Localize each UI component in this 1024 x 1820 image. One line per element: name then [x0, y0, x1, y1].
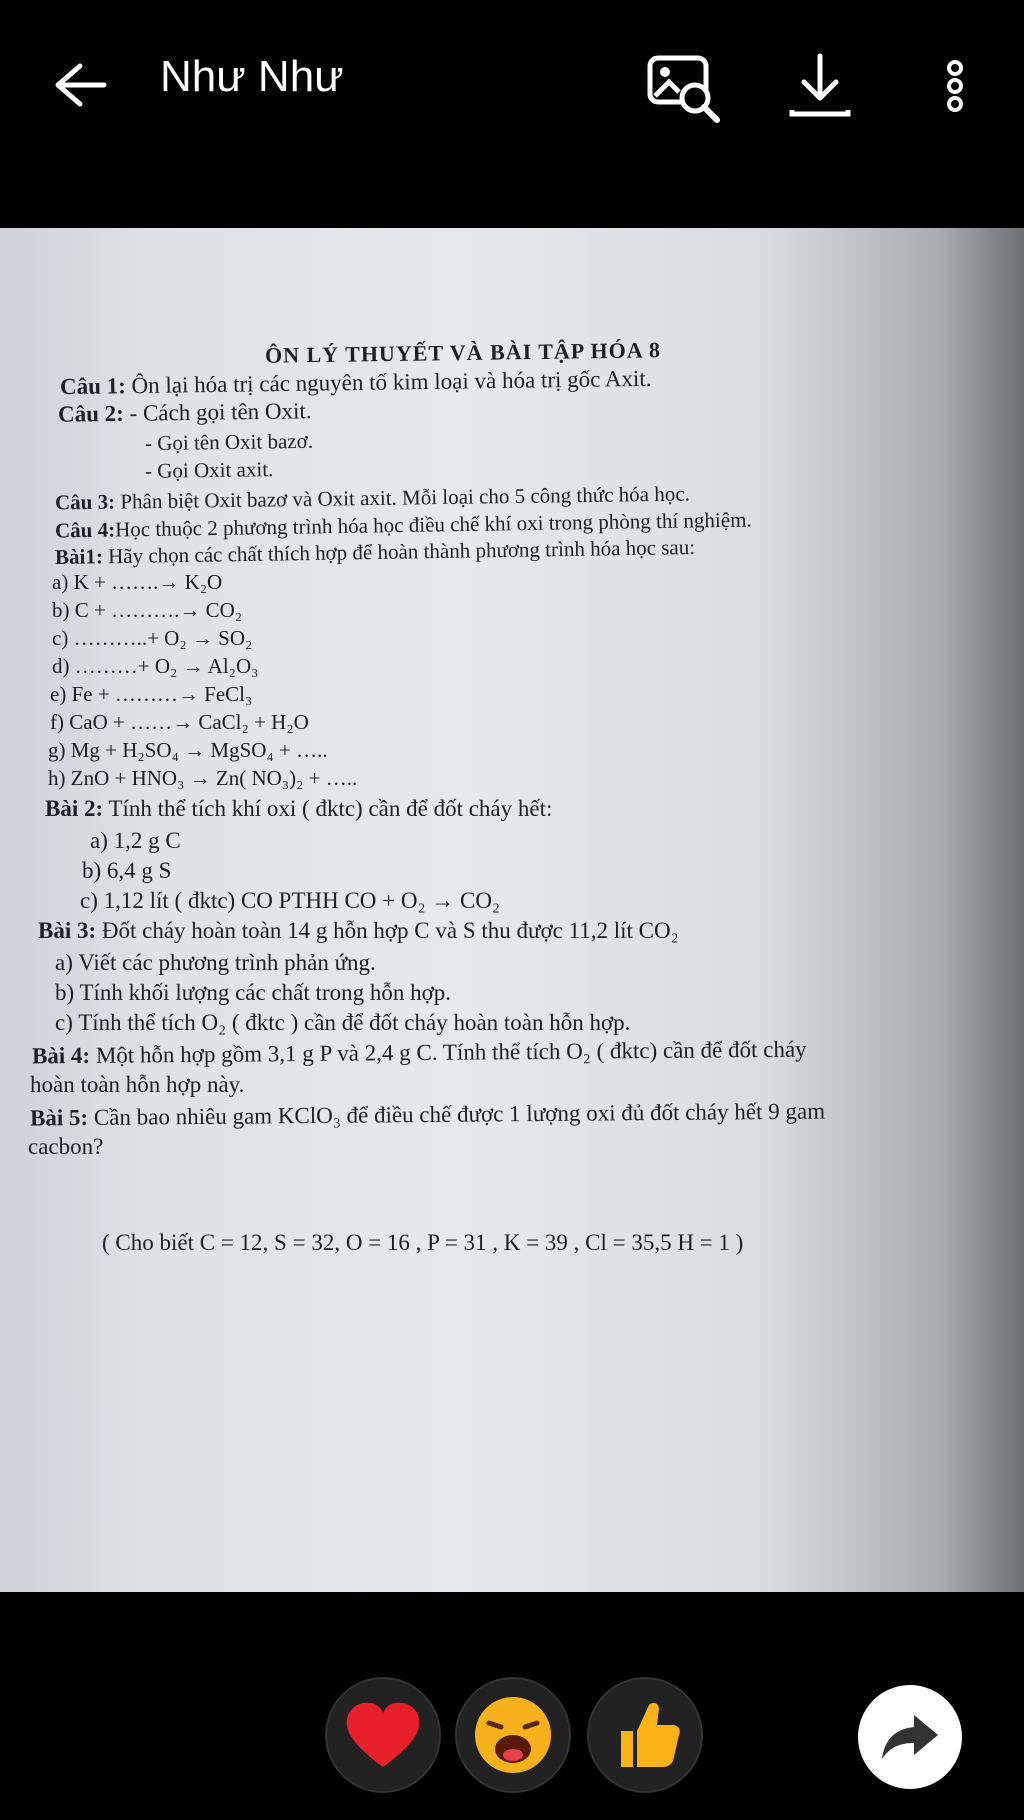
share-button[interactable]: [858, 1685, 962, 1789]
equation-f: f) CaO + ……→ CaCl₂ + H₂O: [50, 710, 309, 734]
question-2-sub-1: - Gọi tên Oxit bazơ.: [144, 428, 314, 456]
thumbs-up-icon: [605, 1695, 685, 1775]
image-search-icon[interactable]: [645, 50, 725, 130]
exercise-3-b: b) Tính khối lượng các chất trong hỗn hợp.: [55, 980, 451, 1005]
exercise-5-cont: cacbon?: [28, 1134, 104, 1159]
exercise-2-b: b) 6,4 g S: [82, 858, 172, 883]
equation-h: h) ZnO + HNO₃ → Zn( NO₃)₂ + …..: [48, 766, 358, 790]
equation-c: c) ………..+ O₂ → SO₂: [52, 626, 253, 650]
given-atomic-masses: ( Cho biết C = 12, S = 32, O = 16 , P = 31 , K = 39 , Cl = 35,5 H = 1 ): [102, 1230, 744, 1255]
haha-reaction-button[interactable]: [455, 1677, 571, 1793]
exercise-4-cont: hoàn toàn hỗn hợp này.: [30, 1072, 245, 1097]
exercise-3: Bài 3: Đốt cháy hoàn toàn 14 g hỗn hợp C và S thu được 11,2 lít CO₂: [38, 918, 679, 943]
question-1: Câu 1: Ôn lại hóa trị các nguyên tố kim loại và hóa trị gốc Axit.: [59, 365, 652, 400]
worksheet-photo: [0, 228, 1024, 1592]
heart-reaction-button[interactable]: [325, 1677, 441, 1793]
equation-g: g) Mg + H₂SO₄ → MgSO₄ + …..: [48, 738, 328, 762]
download-icon[interactable]: [780, 50, 860, 130]
exercise-5: Bài 5: Cần bao nhiêu gam KClO₃ để điều chế được 1 lượng oxi đủ đốt cháy hết 9 gam: [29, 1098, 826, 1131]
question-2: Câu 2: - Cách gọi tên Oxit.: [57, 398, 312, 427]
equation-d: d) ………+ O₂ → Al₂O₃: [52, 654, 259, 678]
arrow-left-icon[interactable]: [50, 60, 110, 110]
share-icon: [878, 1709, 942, 1765]
photo-viewer[interactable]: [0, 228, 1024, 1592]
exercise-2: Bài 2: Tính thể tích khí oxi ( đktc) cần để đốt cháy hết:: [45, 796, 553, 821]
chat-title: Như Như: [160, 52, 344, 101]
equation-b: b) C + ……….→ CO₂: [52, 598, 243, 622]
question-4: Câu 4:Học thuộc 2 phương trình hóa học điều chế khí oxi trong phòng thí nghiệm.: [54, 507, 752, 543]
laughing-face-icon: [471, 1693, 555, 1777]
exercise-3-c: c) Tính thể tích O₂ ( đktc ) cần để đốt cháy hoàn toàn hỗn hợp.: [55, 1010, 631, 1035]
worksheet-heading: ÔN LÝ THUYẾT VÀ BÀI TẬP HÓA 8: [264, 337, 662, 368]
like-reaction-button[interactable]: [587, 1677, 703, 1793]
exercise-2-c: c) 1,12 lít ( đktc) CO PTHH CO + O₂ → CO₂: [80, 888, 500, 913]
exercise-3-a: a) Viết các phương trình phản ứng.: [55, 950, 376, 975]
question-3: Câu 3: Phân biệt Oxit bazơ và Oxit axit. Mỗi loại cho 5 công thức hóa học.: [54, 481, 691, 515]
heart-icon: [343, 1699, 423, 1771]
equation-e: e) Fe + ………→ FeCl₃: [50, 682, 253, 706]
more-vertical-icon[interactable]: [930, 50, 980, 130]
exercise-2-a: a) 1,2 g C: [90, 828, 181, 853]
exercise-4: Bài 4: Một hỗn hợp gồm 3,1 g P và 2,4 g C. Tính thể tích O₂ ( đktc) cần để đốt cháy: [31, 1036, 807, 1069]
question-2-sub-2: - Gọi Oxit axit.: [144, 457, 274, 483]
equation-a: a) K + …….→ K₂O: [52, 570, 223, 594]
exercise-1: Bài1: Hãy chọn các chất thích hợp để hoàn thành phương trình hóa học sau:: [54, 534, 696, 570]
top-bar: [0, 0, 1024, 170]
